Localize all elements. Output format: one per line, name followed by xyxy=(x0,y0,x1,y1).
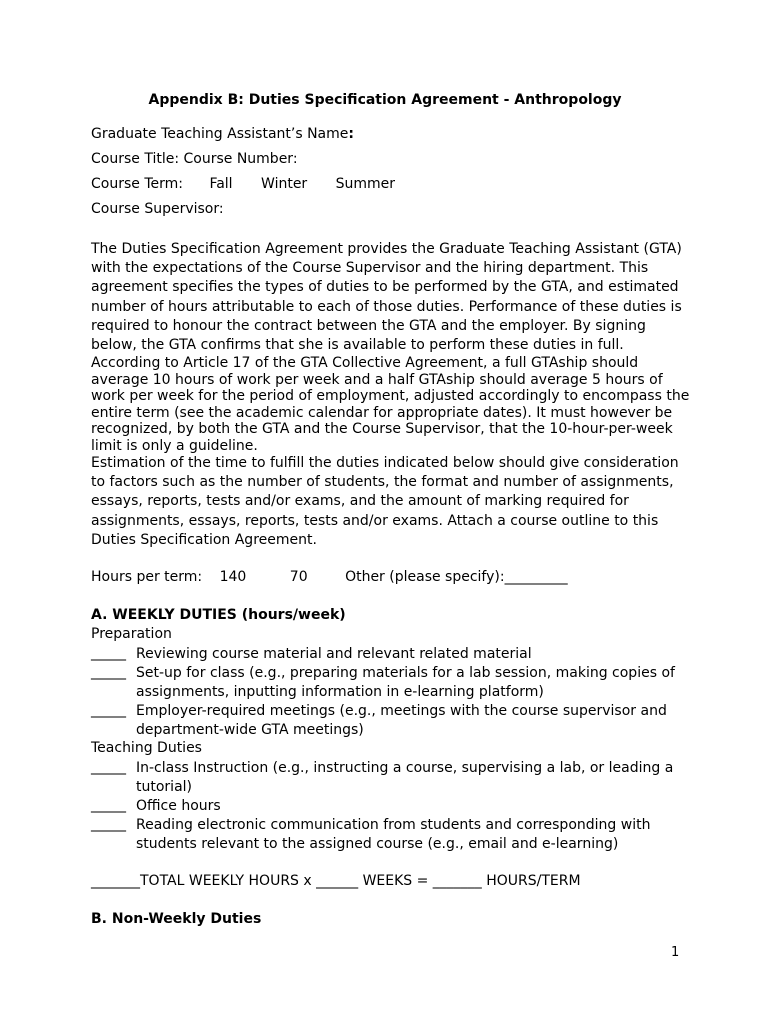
hours-option-140: 140 xyxy=(219,569,247,585)
course-term-label: Course Term: xyxy=(91,176,183,192)
duty-text: Employer-required meetings (e.g., meetings with the course supervisor and department-wide GTA meetings) xyxy=(136,703,667,738)
term-option-winter: Winter xyxy=(261,176,308,192)
hours-option-70: 70 xyxy=(289,569,308,585)
term-option-summer: Summer xyxy=(335,176,396,192)
hours-blank[interactable]: _____ xyxy=(91,816,126,832)
hours-per-term-row xyxy=(91,569,568,585)
hours-option-other: Other (please specify):_________ xyxy=(345,569,568,585)
hours-blank[interactable]: _____ xyxy=(91,797,126,813)
course-term-row xyxy=(91,176,395,192)
preparation-label: Preparation xyxy=(91,626,172,642)
duty-text: Set-up for class (e.g., preparing materials for a lab session, making copies of assignments, inputting information in e-learning platform) xyxy=(136,665,675,700)
duty-text: Reviewing course material and relevant related material xyxy=(136,646,532,662)
page-title: Appendix B: Duties Specification Agreement - Anthropology xyxy=(148,92,622,108)
page-number: 1 xyxy=(671,945,680,960)
intro-paragraph: The Duties Specification Agreement provides the Graduate Teaching Assistant (GTA) with the expectations of the Course Supervisor and the hiring department. This agreement specifies the types of duties to be performed by the GTA, and estimated number of hours attributable to each of those duties. Performance of these duties is required to honour the contract between the GTA and the employer. By signing below, the GTA confirms that she is available to perform these duties in full. xyxy=(91,241,682,354)
total-hours-line[interactable]: _______TOTAL WEEKLY HOURS x ______ WEEKS = _______ HOURS/TERM xyxy=(91,873,581,889)
section-b-heading: B. Non-Weekly Duties xyxy=(91,911,262,927)
section-a-heading: A. WEEKLY DUTIES (hours/week) xyxy=(91,607,346,623)
hours-blank[interactable]: _____ xyxy=(91,759,126,775)
hours-blank[interactable]: _____ xyxy=(91,664,126,680)
duty-text: In-class Instruction (e.g., instructing a course, supervising a lab, or leading a tutorial) xyxy=(136,760,674,795)
hours-label: Hours per term: xyxy=(91,569,203,585)
term-option-fall: Fall xyxy=(209,176,233,192)
course-supervisor-label: Course Supervisor: xyxy=(91,201,224,217)
article-17-paragraph: According to Article 17 of the GTA Collective Agreement, a full GTAship should average 10 hours of work per week and a half GTAship should average 5 hours of work per week for the period of employment, adjusted accordingly to encompass the entire term (see the academic calendar for appropriate dates). It must however be recognized, by both the GTA and the Course Supervisor, that the 10-hour-per-week limit is only a guideline. xyxy=(91,355,690,454)
estimation-paragraph: Estimation of the time to fulfill the duties indicated below should give consideration to factors such as the number of students, the format and number of assignments, essays, reports, tests and/or exams, and the amount of marking required for assignments, essays, reports, tests and/or exams. Attach a course outline to this Duties Specification Agreement. xyxy=(91,455,679,548)
gta-name-field xyxy=(91,126,354,142)
duty-text: Reading electronic communication from students and corresponding with students relevant to the assigned course (e.g., email and e-learning) xyxy=(136,817,651,852)
duty-text: Office hours xyxy=(136,798,221,814)
teaching-duties-label: Teaching Duties xyxy=(91,740,202,756)
hours-blank[interactable]: _____ xyxy=(91,645,126,661)
gta-name-colon: : xyxy=(348,126,354,142)
gta-name-label: Graduate Teaching Assistant’s Name xyxy=(91,126,349,142)
hours-blank[interactable]: _____ xyxy=(91,702,126,718)
course-title-label: Course Title: Course Number: xyxy=(91,151,298,167)
